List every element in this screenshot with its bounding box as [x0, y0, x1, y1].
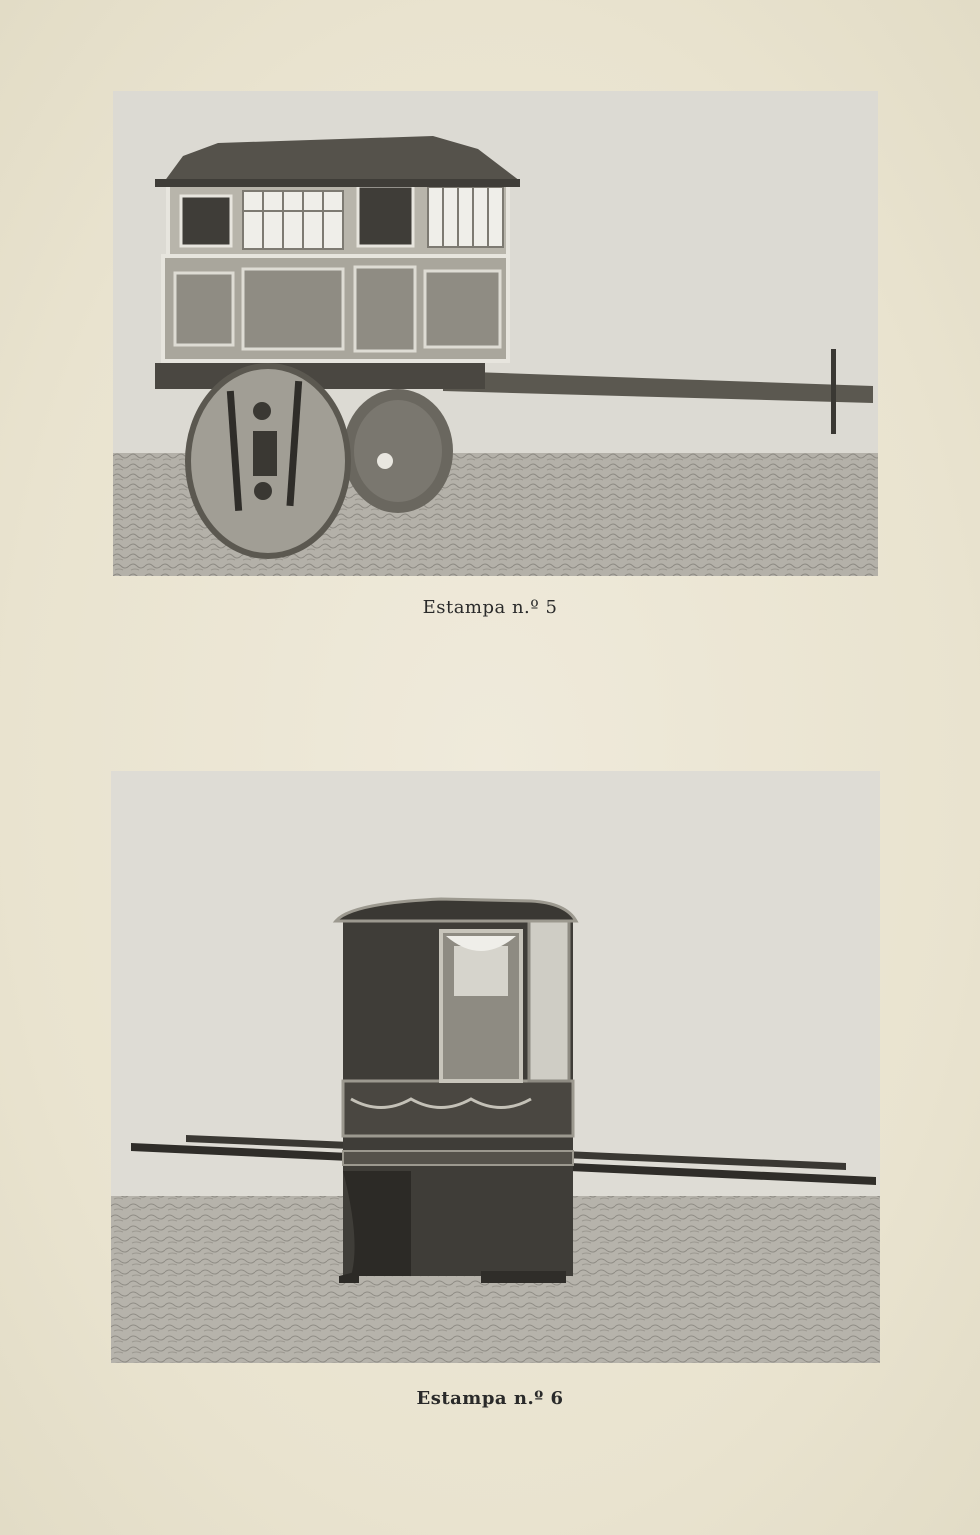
carriage-illustration	[113, 91, 878, 576]
plate-5-photograph	[113, 91, 878, 576]
plate-5-caption: Estampa n.º 5	[422, 597, 558, 618]
sedan-chair-illustration	[111, 771, 880, 1363]
plate-6-photograph	[111, 771, 880, 1363]
plate-6-caption: Estampa n.º 6	[416, 1388, 564, 1409]
